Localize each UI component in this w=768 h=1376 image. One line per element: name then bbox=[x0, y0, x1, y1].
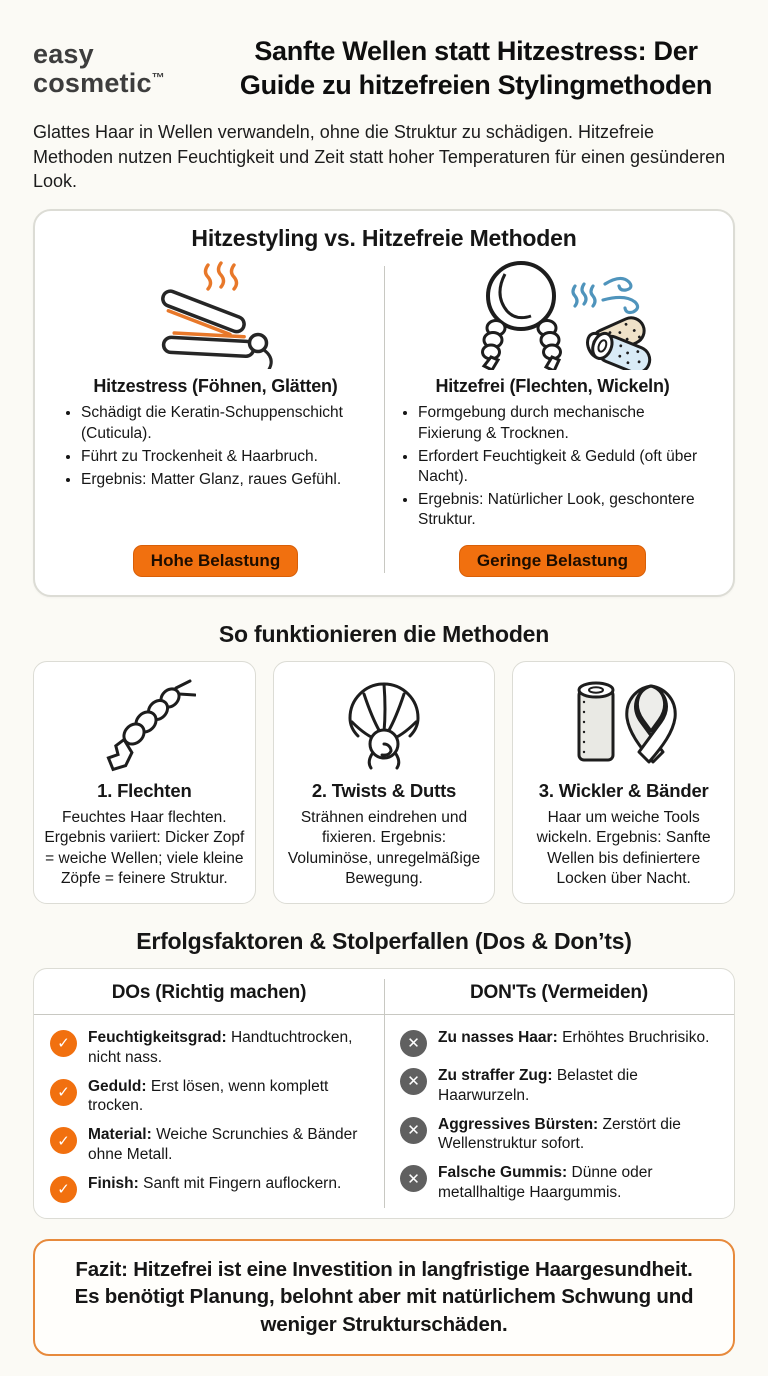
dont-text: Zu straffer Zug: Belastet die Haarwurzeln. bbox=[438, 1066, 638, 1104]
low-strain-badge: Geringe Belastung bbox=[459, 545, 646, 577]
flat-iron-heat-icon bbox=[61, 258, 370, 370]
do-text: Material: Weiche Scrunchies & Bänder ohne Metall. bbox=[88, 1126, 358, 1163]
conclusion-text: Fazit: Hitzefrei ist eine Investition in langfristige Haargesundheit. Es benötigt Planung, belohnt aber mit natürlichem Schwung und weniger Strukturschäden. bbox=[74, 1257, 694, 1337]
dos-heading: DOs (Richtig machen) bbox=[111, 981, 307, 1003]
x-icon: ✕ bbox=[400, 1030, 427, 1057]
method-card-twists bbox=[273, 661, 496, 904]
bullet: • Formgebung durch mechanische Fixierung & Trocknen. bbox=[418, 403, 707, 443]
intro-text: Glattes Haar in Wellen verwandeln, ohne die Struktur zu schädigen. Hitzefreie Methoden nutzen Feuchtigkeit und Zeit statt hoher Temperaturen für einen gesünderen Look. bbox=[33, 122, 726, 191]
logo-line2: cosmetic™ bbox=[33, 67, 165, 98]
left-column-heading: Hitzestress (Föhnen, Glätten) bbox=[93, 376, 338, 397]
dos-donts-card bbox=[33, 968, 735, 1219]
method-card-wickler bbox=[512, 661, 735, 904]
bullet: • Ergebnis: Matter Glanz, raues Gefühl. bbox=[81, 470, 370, 490]
method-text: Feuchtes Haar flechten. Ergebnis variiert: Dicker Zopf = weiche Wellen; viele kleine Zöpfe = feinere Struktur. bbox=[44, 809, 245, 887]
do-text: Finish: Sanft mit Fingern auflockern. bbox=[88, 1174, 342, 1192]
bullet: • Erfordert Feuchtigkeit & Geduld (oft über Nacht). bbox=[418, 447, 707, 487]
do-item bbox=[50, 1125, 368, 1165]
trademark-symbol: ™ bbox=[151, 69, 165, 85]
comparison-title: Hitzestyling vs. Hitzefreie Methoden bbox=[191, 225, 577, 252]
right-bullet-list bbox=[398, 403, 707, 533]
logo-line1: easy bbox=[33, 39, 94, 69]
dont-item bbox=[400, 1028, 718, 1057]
donts-list bbox=[384, 1015, 734, 1218]
braid-icon bbox=[44, 676, 245, 772]
comparison-right-column bbox=[384, 258, 721, 577]
comparison-card bbox=[33, 209, 735, 597]
braided-hair-wind-rollers-icon bbox=[398, 258, 707, 370]
high-strain-badge: Hohe Belastung bbox=[133, 545, 298, 577]
left-bullet-list bbox=[61, 403, 370, 493]
x-icon: ✕ bbox=[400, 1068, 427, 1095]
check-icon: ✓ bbox=[50, 1127, 77, 1154]
method-text: Haar um weiche Tools wickeln. Ergebnis: Sanfte Wellen bis definiertere Locken über Nacht. bbox=[536, 809, 711, 887]
page-title: Sanfte Wellen statt Hitzestress: Der Guide zu hitzefreien Stylingmethoden bbox=[239, 36, 713, 101]
dont-text: Zu nasses Haar: Erhöhtes Bruchrisiko. bbox=[438, 1028, 710, 1046]
x-icon: ✕ bbox=[400, 1165, 427, 1192]
do-text: Feuchtigkeitsgrad: Handtuchtrocken, nicht nass. bbox=[88, 1028, 353, 1066]
bullet: • Ergebnis: Natürlicher Look, geschontere Struktur. bbox=[418, 490, 707, 530]
method-title: 3. Wickler & Bänder bbox=[538, 780, 709, 802]
check-icon: ✓ bbox=[50, 1079, 77, 1106]
x-icon: ✕ bbox=[400, 1117, 427, 1144]
methods-section-title: So funktionieren die Methoden bbox=[218, 621, 550, 648]
method-text: Strähnen eindrehen und fixieren. Ergebnis: Voluminöse, unregelmäßige Bewegung. bbox=[287, 809, 481, 887]
right-column-heading: Hitzefrei (Flechten, Wickeln) bbox=[435, 376, 670, 397]
dont-item bbox=[400, 1066, 718, 1106]
check-icon: ✓ bbox=[50, 1176, 77, 1203]
dont-text: Aggressives Bürsten: Zerstört die Wellenstruktur sofort. bbox=[438, 1115, 681, 1153]
dont-item bbox=[400, 1163, 718, 1203]
donts-heading: DON'Ts (Vermeiden) bbox=[470, 981, 648, 1003]
dont-item bbox=[400, 1115, 718, 1155]
brand-logo bbox=[33, 34, 203, 98]
method-title: 2. Twists & Dutts bbox=[311, 780, 457, 802]
dont-text: Falsche Gummis: Dünne oder metallhaltige Haargummis. bbox=[438, 1164, 653, 1201]
bullet: • Führt zu Trockenheit & Haarbruch. bbox=[81, 447, 370, 467]
method-card-flechten bbox=[33, 661, 256, 904]
dos-donts-section-title: Erfolgsfaktoren & Stolperfallen (Dos & Don’ts) bbox=[136, 927, 632, 954]
methods-row bbox=[33, 661, 735, 904]
twisted-bun-icon bbox=[284, 676, 485, 772]
do-item bbox=[50, 1028, 368, 1068]
bullet: • Schädigt die Keratin-Schuppenschicht (Cuticula). bbox=[81, 403, 370, 443]
check-icon: ✓ bbox=[50, 1030, 77, 1057]
do-text: Geduld: Erst lösen, wenn komplett trocken. bbox=[88, 1077, 329, 1115]
conclusion-box bbox=[33, 1239, 735, 1356]
method-title: 1. Flechten bbox=[97, 780, 192, 802]
header bbox=[33, 34, 735, 102]
comparison-left-column bbox=[47, 258, 384, 577]
roller-ribbon-icon bbox=[523, 676, 724, 772]
do-item bbox=[50, 1174, 368, 1203]
dos-list bbox=[34, 1015, 384, 1218]
do-item bbox=[50, 1077, 368, 1117]
